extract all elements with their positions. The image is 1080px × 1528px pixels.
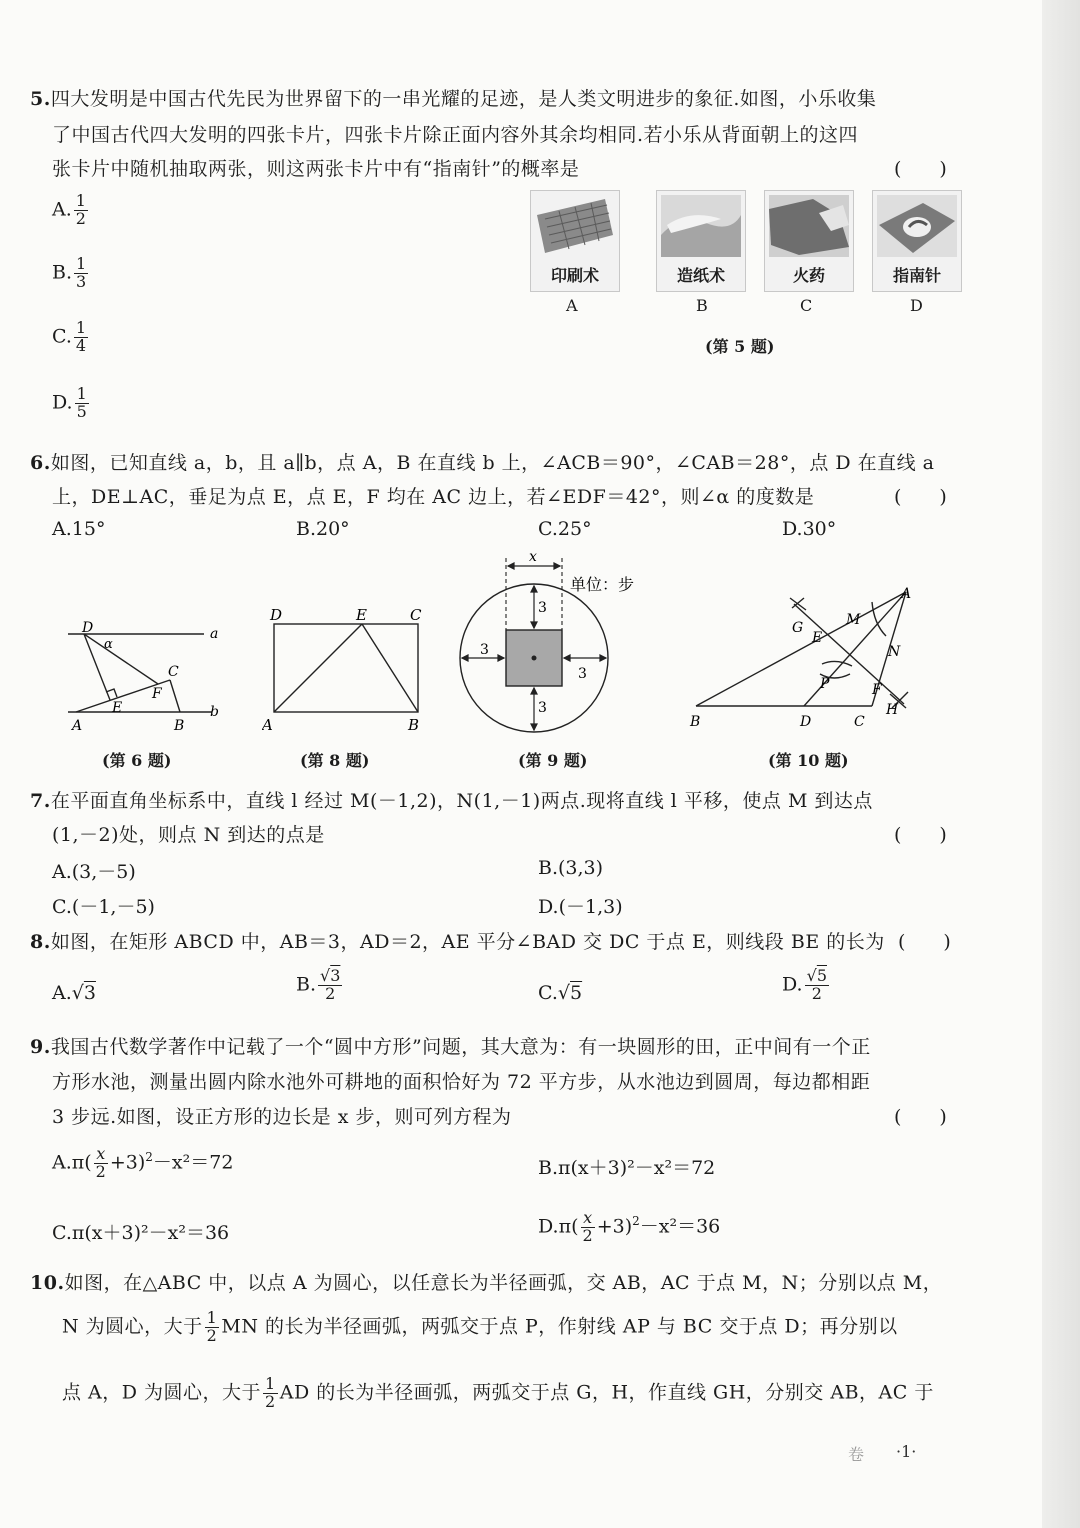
q5-option-a[interactable]: A. $\frac{1}{2}$ [52, 191, 86, 228]
q6-line-2: 上，DE⊥AC，垂足为点 E，点 E，F 均在 AC 边上，若∠EDF＝42°，则∠α 的度数是 [52, 486, 815, 508]
q8-line-1: 8.如图，在矩形 ABCD 中，AB＝3，AD＝2，AE 平分∠BAD 交 DC 于点 E，则线段 BE 的长为 [30, 931, 885, 953]
fig10-label-m: M [846, 612, 861, 628]
fig6-label-a: a [210, 626, 219, 642]
card-compass [872, 190, 962, 292]
card-gunpowder [764, 190, 854, 292]
figure-6-diagram [62, 616, 232, 736]
fig8-label-a: A [262, 716, 273, 734]
fig9-label-right: 3 [578, 666, 587, 682]
fig8-label-c: C [410, 606, 422, 624]
q9-option-d[interactable]: D.π( $\frac{x}{2}$ +3)$^2$－x²＝36 [538, 1208, 721, 1245]
fig9-label-x: x [529, 549, 537, 565]
q9-line-3: 3 步远.如图，设正方形的边长是 x 步，则可列方程为 [52, 1106, 512, 1128]
q9-option-b[interactable]: B.π(x＋3)²－x²＝72 [538, 1157, 716, 1179]
card-b-label: 造纸术 [676, 266, 725, 285]
q10-line-3: 点 A，D 为圆心，大于 $\frac{1}{2}$ AD 的长为半径画弧，两弧交于点 G，H，作直线 GH，分别交 AB，AC 于 [62, 1374, 934, 1411]
card-a-letter: A [566, 296, 578, 315]
q9-line-1: 9.我国古代数学著作中记载了一个“圆中方形”问题，其大意为：有一块圆形的田，正中间有一个正 [30, 1036, 871, 1058]
fig6-label-c: C [168, 664, 179, 680]
page-edge-shadow [1042, 0, 1080, 1528]
fig6-label-f: F [152, 686, 162, 702]
fig10-label-g: G [792, 620, 804, 636]
q7-line-2: (1,－2)处，则点 N 到达的点是 [52, 824, 325, 846]
q5-number: 5. [30, 88, 51, 110]
fig10-label-a: A [901, 586, 912, 602]
card-c-letter: C [800, 296, 813, 315]
fig8-label-d: D [270, 606, 283, 624]
fig10-label-c: C [854, 714, 865, 730]
q5-line-2: 了中国古代四大发明的四张卡片，四张卡片除正面内容外其余均相同.若小乐从背面朝上的这四 [52, 124, 859, 146]
fig9-caption: (第 9 题) [518, 751, 588, 770]
q5-line-3: 张卡片中随机抽取两张，则这两张卡片中有“指南针”的概率是 [52, 158, 580, 180]
q5-option-c[interactable]: C. $\frac{1}{4}$ [52, 318, 87, 355]
figure-10-diagram [686, 578, 936, 738]
fig10-label-f: F [872, 682, 882, 698]
card-d-letter: D [910, 296, 923, 315]
fig6-label-d: D [82, 620, 94, 636]
q5-line-1: 5.四大发明是中国古代先民为世界留下的一串光耀的足迹，是人类文明进步的象征.如图，小乐收集 [30, 88, 877, 110]
q6-answer-paren: ( ) [894, 486, 947, 508]
fig10-label-d: D [800, 714, 812, 730]
printing-image-icon [535, 195, 615, 257]
footer-mark: 卷 [848, 1445, 865, 1464]
q6-option-c[interactable]: C.25° [538, 518, 592, 540]
card-b-letter: B [696, 296, 708, 315]
q5-option-d[interactable]: D. $\frac{1}{5}$ [52, 384, 87, 421]
fig10-label-h: H [886, 702, 899, 718]
q7-option-c[interactable]: C.(－1,－5) [52, 896, 155, 918]
card-d-label: 指南针 [892, 266, 941, 285]
q6-option-b[interactable]: B.20° [296, 518, 350, 540]
q7-answer-paren: ( ) [894, 824, 947, 846]
fig9-label-top: 3 [538, 600, 547, 616]
figure-9-diagram [454, 548, 674, 744]
q6-line-1: 6.如图，已知直线 a，b，且 a∥b，点 A，B 在直线 b 上，∠ACB＝90°，∠CAB＝28°，点 D 在直线 a [30, 452, 935, 474]
fig10-caption: (第 10 题) [768, 751, 849, 770]
fig6-caption: (第 6 题) [102, 751, 172, 770]
fig6-label-b-point: B [174, 718, 185, 734]
q5-option-b[interactable]: B. $\frac{1}{3}$ [52, 254, 87, 291]
papermaking-image-icon [661, 195, 741, 257]
q8-option-c[interactable]: C.√5 [538, 982, 583, 1004]
q9-option-c[interactable]: C.π(x＋3)²－x²＝36 [52, 1222, 230, 1244]
q8-option-b[interactable]: B. $\frac{√3}{2}$ [296, 966, 341, 1003]
q7-option-a[interactable]: A.(3,－5) [52, 861, 136, 883]
fig6-label-a-point: A [72, 718, 83, 734]
card-papermaking [656, 190, 746, 292]
fig8-label-b: B [408, 716, 420, 734]
compass-image-icon [877, 195, 957, 257]
card-printing [530, 190, 620, 292]
q6-option-a[interactable]: A.15° [52, 518, 106, 540]
card-a-label: 印刷术 [550, 266, 599, 285]
q7-option-d[interactable]: D.(－1,3) [538, 896, 623, 918]
q6-option-d[interactable]: D.30° [782, 518, 837, 540]
fig10-label-e: E [812, 630, 823, 646]
q9-option-a[interactable]: A.π( $\frac{x}{2}$ +3)$^2$－x²＝72 [52, 1144, 234, 1181]
fig10-label-b: B [690, 714, 701, 730]
fig6-label-alpha: α [104, 637, 113, 652]
fig9-unit: 单位：步 [570, 575, 635, 594]
fig8-caption: (第 8 题) [300, 751, 370, 770]
fig9-label-bottom: 3 [538, 700, 547, 716]
q7-line-1: 7.在平面直角坐标系中，直线 l 经过 M(－1,2)，N(1,－1)两点.现将直线 l 平移，使点 M 到达点 [30, 790, 873, 812]
fig6-label-e: E [112, 700, 123, 716]
q10-line-2: N 为圆心，大于 $\frac{1}{2}$ MN 的长为半径画弧，两弧交于点 P，作射线 AP 与 BC 交于点 D；再分别以 [62, 1308, 898, 1345]
q10-line-1: 10.如图，在△ABC 中，以点 A 为圆心，以任意长为半径画弧，交 AB，AC 于点 M，N；分别以点 M， [30, 1272, 943, 1294]
q9-line-2: 方形水池，测量出圆内除水池外可耕地的面积恰好为 72 平方步，从水池边到圆周，每边都相距 [52, 1071, 871, 1093]
figure-8-diagram [262, 600, 432, 736]
q5-caption: (第 5 题) [705, 337, 775, 356]
fig10-label-n: N [888, 644, 901, 660]
q5-answer-paren: ( ) [894, 158, 947, 180]
q9-answer-paren: ( ) [894, 1106, 947, 1128]
q8-option-d[interactable]: D. $\frac{√5}{2}$ [782, 966, 827, 1003]
fig9-label-left: 3 [480, 642, 489, 658]
fig6-label-b: b [210, 704, 219, 720]
gunpowder-image-icon [769, 195, 849, 257]
q8-option-a[interactable]: A.√3 [52, 982, 96, 1004]
card-c-label: 火药 [792, 266, 825, 285]
fig8-label-e: E [356, 606, 367, 624]
fig10-label-p: P [820, 676, 830, 692]
q8-answer-paren: ( ) [898, 931, 951, 953]
q7-option-b[interactable]: B.(3,3) [538, 857, 604, 879]
page-number: ·1· [896, 1442, 917, 1461]
